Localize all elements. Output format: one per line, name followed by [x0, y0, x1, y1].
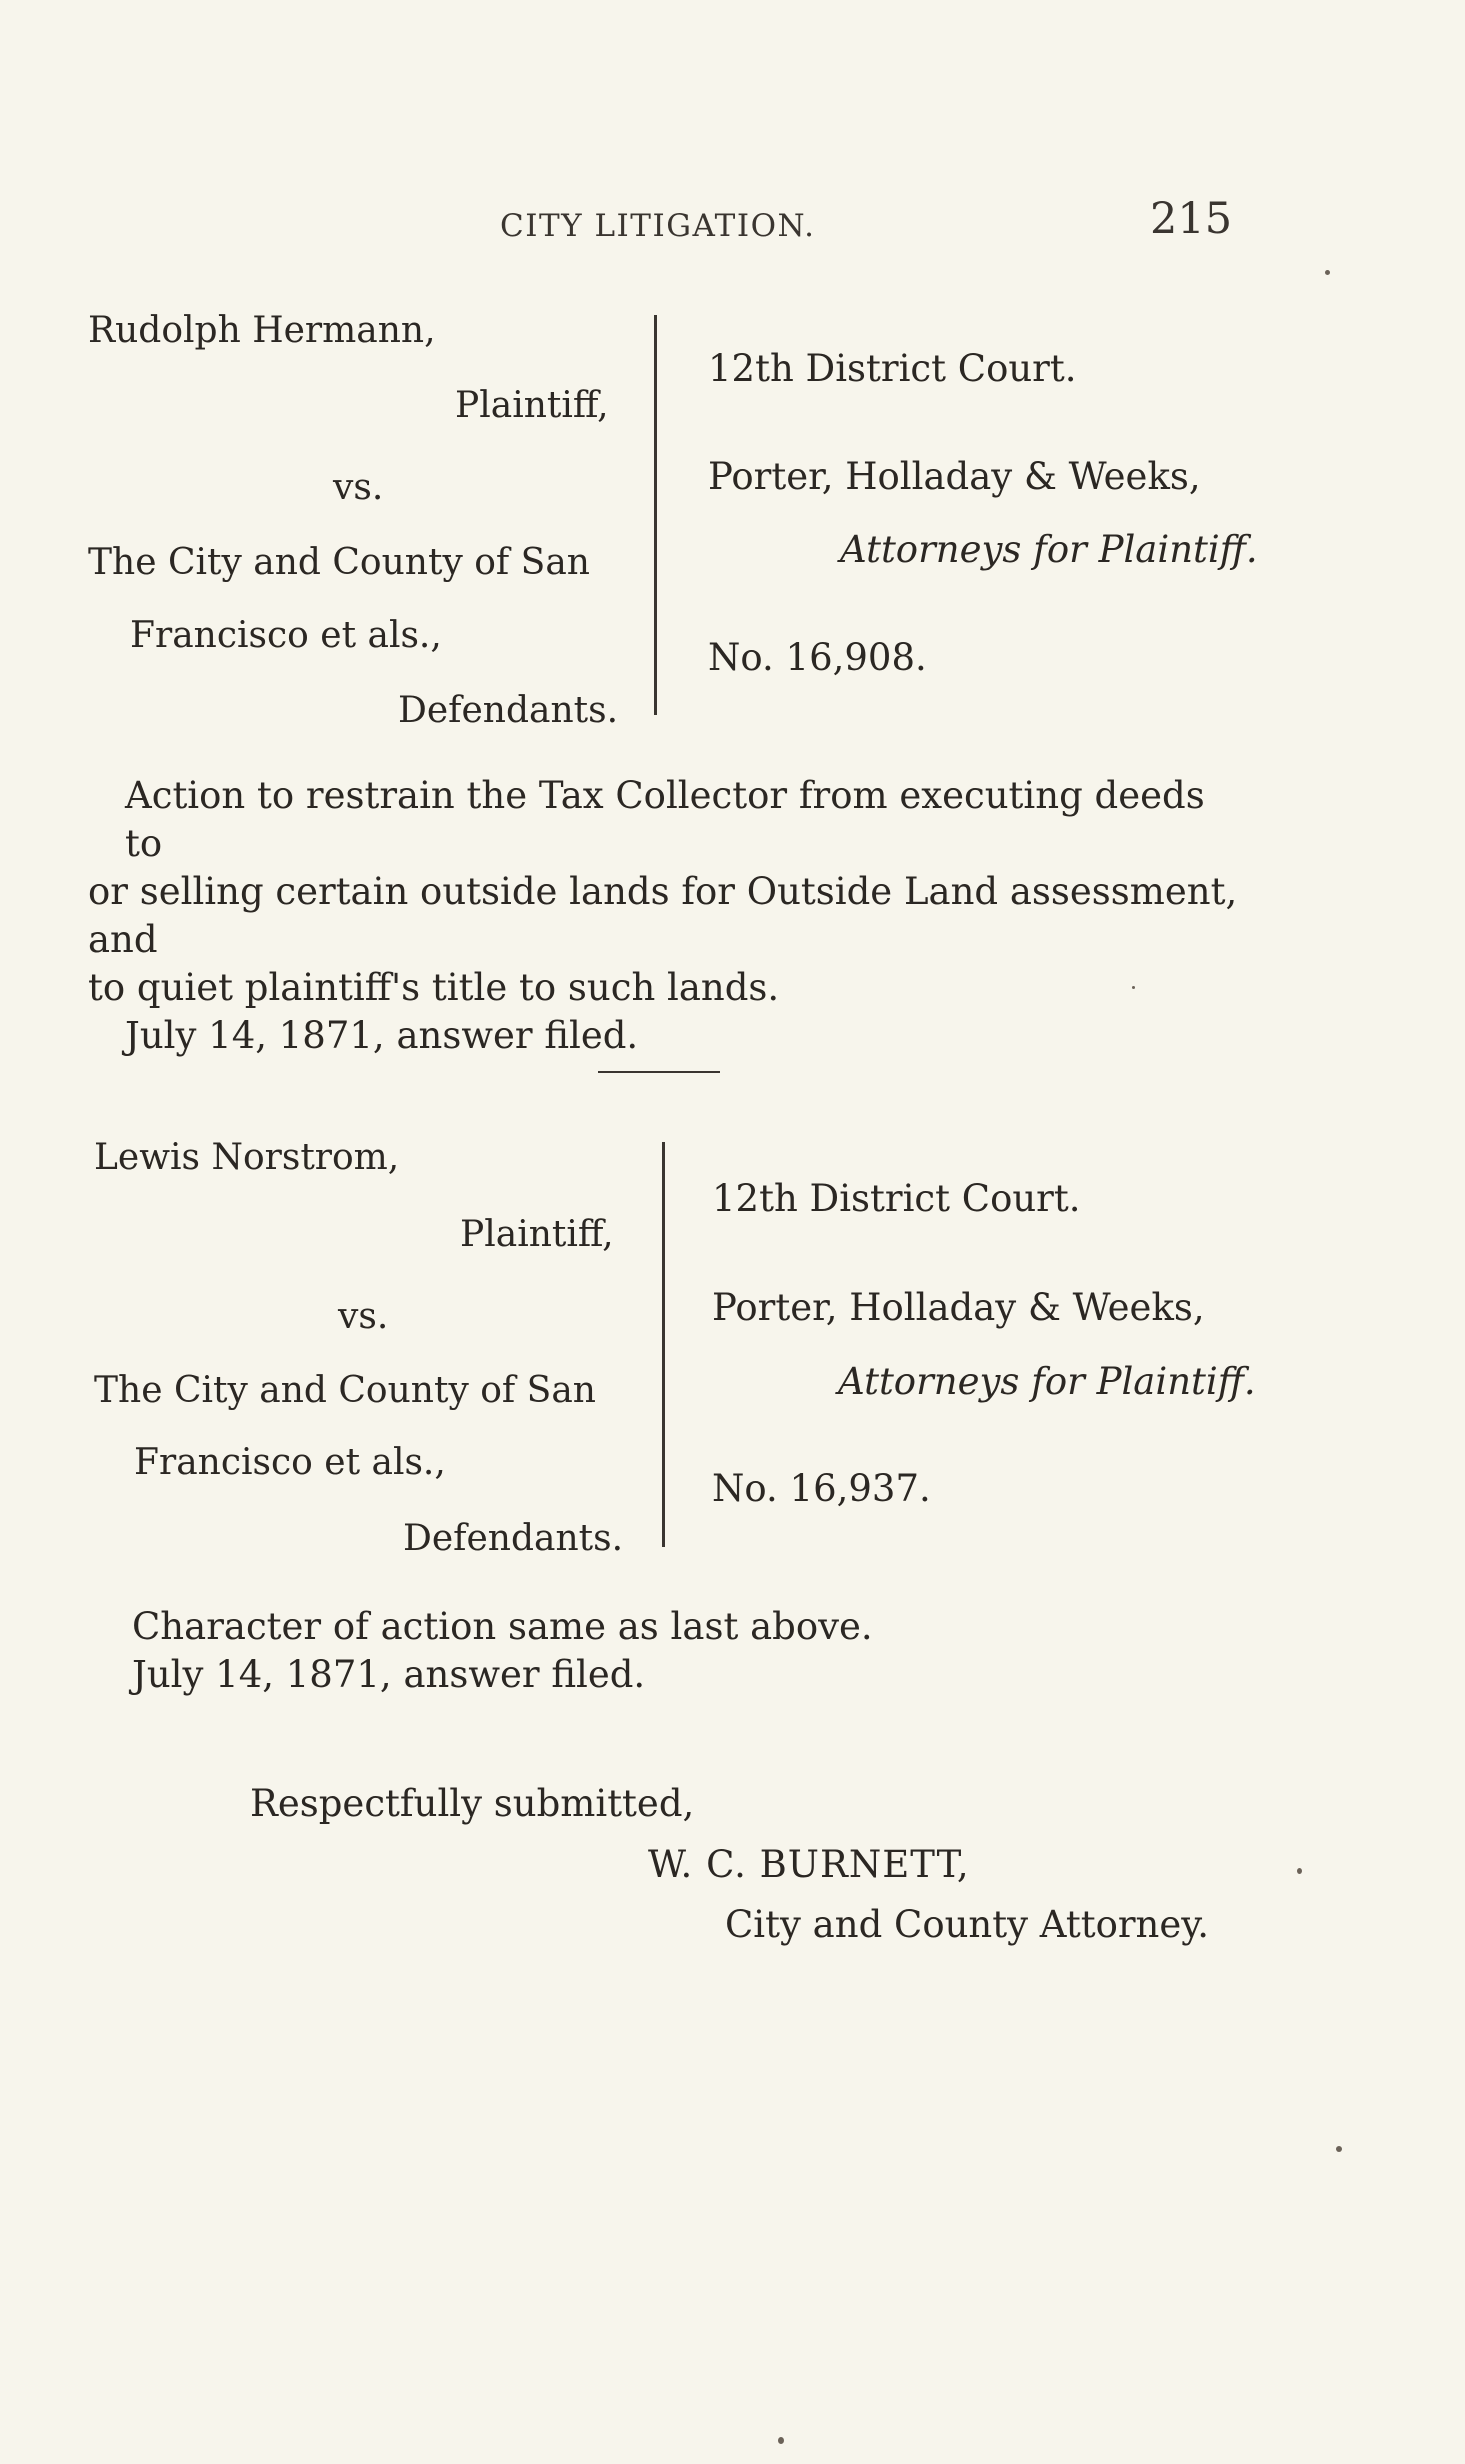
- case-number: No. 16,908.: [708, 636, 927, 679]
- defendant-name-line1: The City and County of San: [88, 542, 590, 583]
- attorneys-name: Porter, Holladay & Weeks,: [712, 1286, 1205, 1329]
- paper-speck: [1336, 2146, 1342, 2152]
- defendant-name-line2: Francisco et als.,: [130, 615, 442, 656]
- caption-brace-line: [662, 1142, 665, 1547]
- page-number: 215: [1150, 194, 1233, 244]
- court-name: 12th District Court.: [708, 347, 1077, 390]
- closing-salutation: Respectfully submitted,: [250, 1782, 695, 1825]
- case-1-description: [88, 772, 1245, 1060]
- description-line: or selling certain outside lands for Outside Land assessment, and: [88, 870, 1238, 961]
- defendant-name-line1: The City and County of San: [94, 1370, 596, 1411]
- attorneys-role: Attorneys for Plaintiff.: [838, 1360, 1256, 1403]
- filing-note: July 14, 1871, answer filed.: [125, 1014, 639, 1057]
- defendant-label: Defendants.: [398, 690, 619, 731]
- description-line: to quiet plaintiff's title to such lands.: [88, 966, 780, 1009]
- caption-brace-line: [654, 315, 657, 715]
- case-2-description: [132, 1603, 1232, 1699]
- paper-speck: [1132, 986, 1135, 989]
- description-line: Character of action same as last above.: [132, 1605, 873, 1648]
- description-line: Action to restrain the Tax Collector from executing deeds to: [125, 774, 1205, 865]
- court-name: 12th District Court.: [712, 1177, 1081, 1220]
- plaintiff-label: Plaintiff,: [460, 1214, 614, 1255]
- signatory-title: City and County Attorney.: [725, 1903, 1210, 1946]
- signatory-name: W. C. BURNETT,: [648, 1843, 970, 1886]
- filing-note: July 14, 1871, answer filed.: [132, 1653, 646, 1696]
- plaintiff-name: Lewis Norstrom,: [94, 1137, 400, 1178]
- paper-speck: [1297, 1868, 1302, 1874]
- case-number: No. 16,937.: [712, 1467, 931, 1510]
- versus-label: vs.: [338, 1296, 389, 1337]
- versus-label: vs.: [333, 467, 384, 508]
- paper-speck: [778, 2437, 784, 2444]
- paper-speck: [1325, 270, 1330, 275]
- running-head: CITY LITIGATION.: [500, 208, 816, 244]
- defendant-label: Defendants.: [403, 1518, 624, 1559]
- plaintiff-name: Rudolph Hermann,: [88, 310, 436, 351]
- attorneys-name: Porter, Holladay & Weeks,: [708, 455, 1201, 498]
- section-divider: [598, 1071, 720, 1073]
- plaintiff-label: Plaintiff,: [455, 385, 609, 426]
- attorneys-role: Attorneys for Plaintiff.: [840, 528, 1258, 571]
- defendant-name-line2: Francisco et als.,: [134, 1442, 446, 1483]
